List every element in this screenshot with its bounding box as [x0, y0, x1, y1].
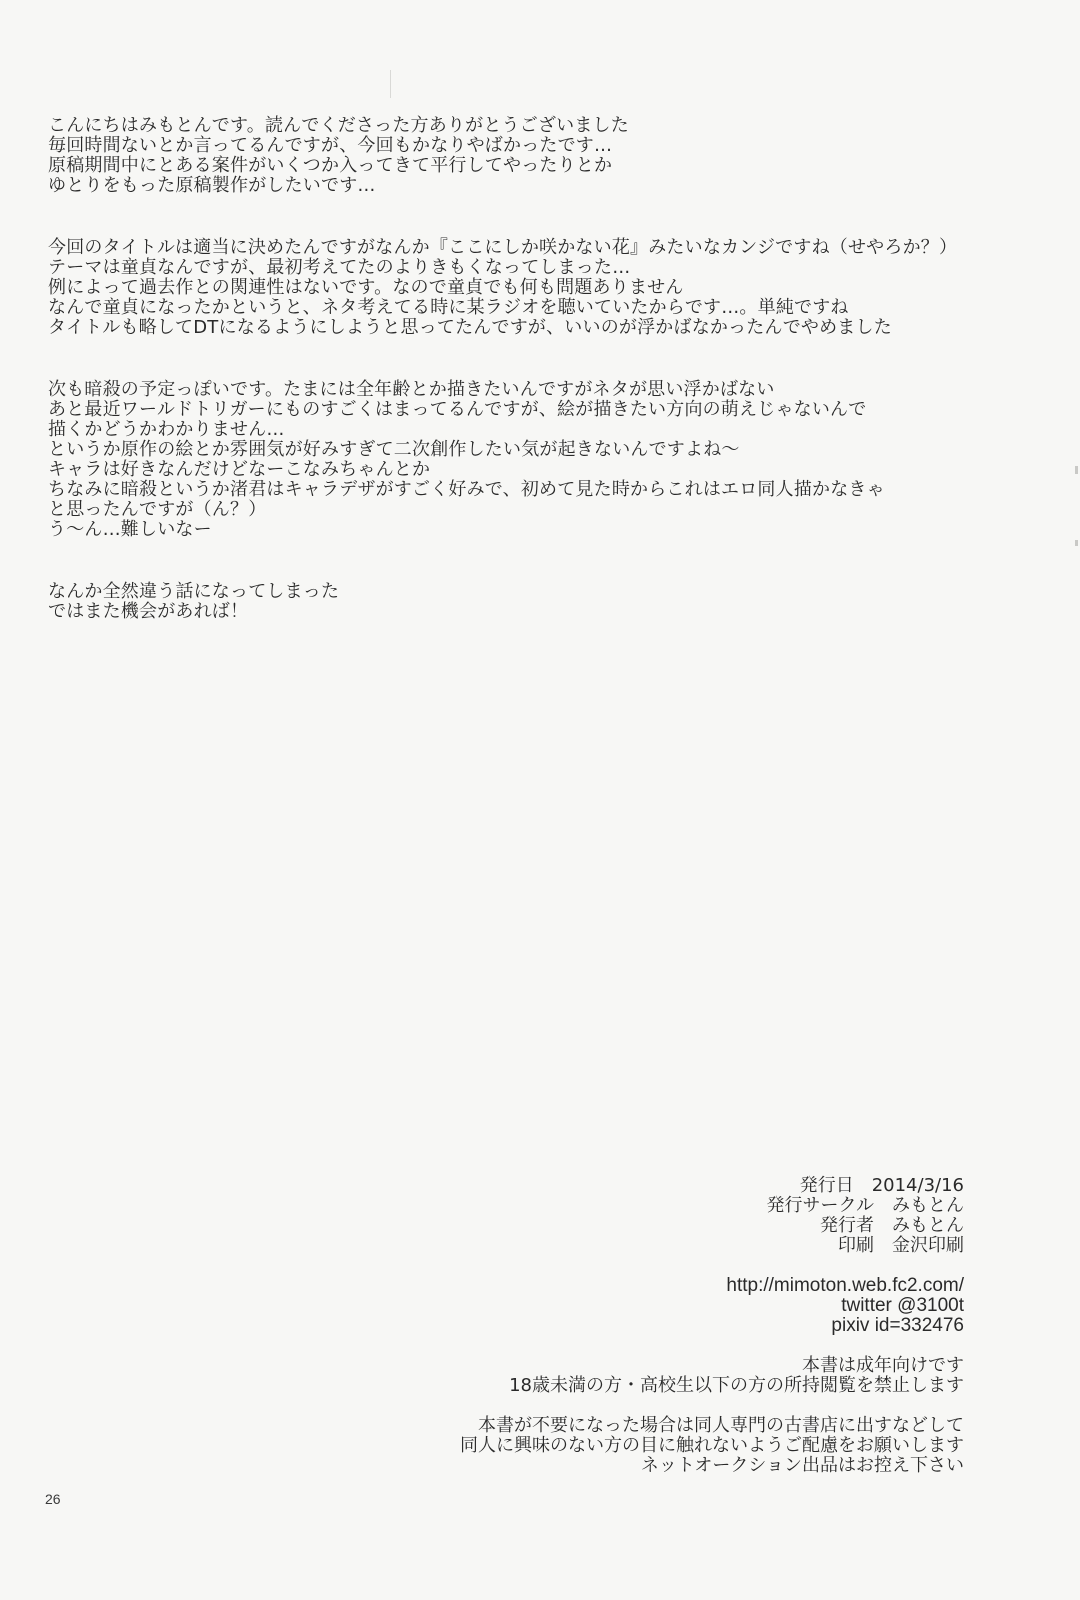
afterword-paragraph-3 [48, 380, 1048, 540]
text-line: と思ったんですが（ん？） [48, 499, 267, 520]
colophon [460, 1176, 964, 1496]
text-line: 本書が不要になった場合は同人専門の古書店に出すなどして [478, 1415, 964, 1436]
text-line: ネットオークション出品はお控え下さい [640, 1455, 964, 1476]
text-line: こんにちはみもとんです。読んでくださった方ありがとうございました [48, 115, 629, 136]
text-line: う～ん…難しいなー [48, 519, 212, 540]
scan-mark [390, 70, 391, 98]
afterword-paragraph-4 [48, 582, 1048, 622]
publisher: 発行者 みもとん [820, 1215, 964, 1236]
text-line: 同人に興味のない方の目に触れないようご配慮をお願いします [460, 1435, 964, 1456]
text-line: 次も暗殺の予定っぽいです。たまには全年齢とか描きたいんですがネタが思い浮かばない [48, 379, 775, 400]
afterword-paragraph-1 [48, 116, 1048, 196]
text-line: 本書は成年向けです [802, 1355, 964, 1376]
text-line: タイトルも略してDTになるようにしようと思ってたんですが、いいのが浮かばなかったんでやめました [48, 317, 892, 338]
afterword-paragraph-2 [48, 238, 1048, 338]
afterword-text [48, 116, 1048, 664]
text-line: 18歳未満の方・高校生以下の方の所持閲覧を禁止します [509, 1375, 964, 1396]
printer: 印刷 金沢印刷 [838, 1235, 964, 1256]
page-number: 26 [45, 1491, 61, 1507]
text-line: キャラは好きなんだけどなーこなみちゃんとか [48, 459, 431, 480]
publish-date: 発行日 2014/3/16 [799, 1175, 964, 1196]
text-line: 描くかどうかわかりません… [48, 419, 285, 440]
text-line: テーマは童貞なんですが、最初考えてたのよりきもくなってしまった… [48, 257, 631, 278]
text-line: ゆとりをもった原稿製作がしたいです… [48, 175, 376, 196]
scan-speck [1075, 466, 1078, 474]
publication-info [460, 1176, 964, 1256]
text-line: ちなみに暗殺というか渚君はキャラデザがすごく好みで、初めて見た時からこれはエロ同人描かなきゃ [48, 479, 885, 500]
text-line: 毎回時間ないとか言ってるんですが、今回もかなりやばかったです… [48, 135, 613, 156]
text-line: なんで童貞になったかというと、ネタ考えてる時に某ラジオを聴いていたからです…。単純ですね [48, 297, 849, 318]
pixiv-id: pixiv id=332476 [831, 1315, 964, 1336]
publishing-circle: 発行サークル みもとん [766, 1195, 964, 1216]
text-line: 今回のタイトルは適当に決めたんですがなんか『ここにしか咲かない花』みたいなカンジですね（せやろか？） [48, 237, 958, 258]
scan-speck [1075, 540, 1078, 546]
age-restriction-notice [460, 1356, 964, 1396]
text-line: あと最近ワールドトリガーにものすごくはまってるんですが、絵が描きたい方向の萌えじゃないんで [48, 399, 867, 420]
contact-info [460, 1276, 964, 1336]
text-line: ではまた機会があれば！ [48, 601, 249, 622]
text-line: というか原作の絵とか雰囲気が好みすぎて二次創作したい気が起きないんですよね～ [48, 439, 740, 460]
text-line: 例によって過去作との関連性はないです。なので童貞でも何も問題ありません [48, 277, 684, 298]
text-line: なんか全然違う話になってしまった [48, 581, 340, 602]
twitter-handle: twitter @3100t [841, 1295, 964, 1316]
text-line: 原稿期間中にとある案件がいくつか入ってきて平行してやったりとか [48, 155, 613, 176]
website-url: http://mimoton.web.fc2.com/ [726, 1275, 964, 1296]
disposal-notice [460, 1416, 964, 1476]
